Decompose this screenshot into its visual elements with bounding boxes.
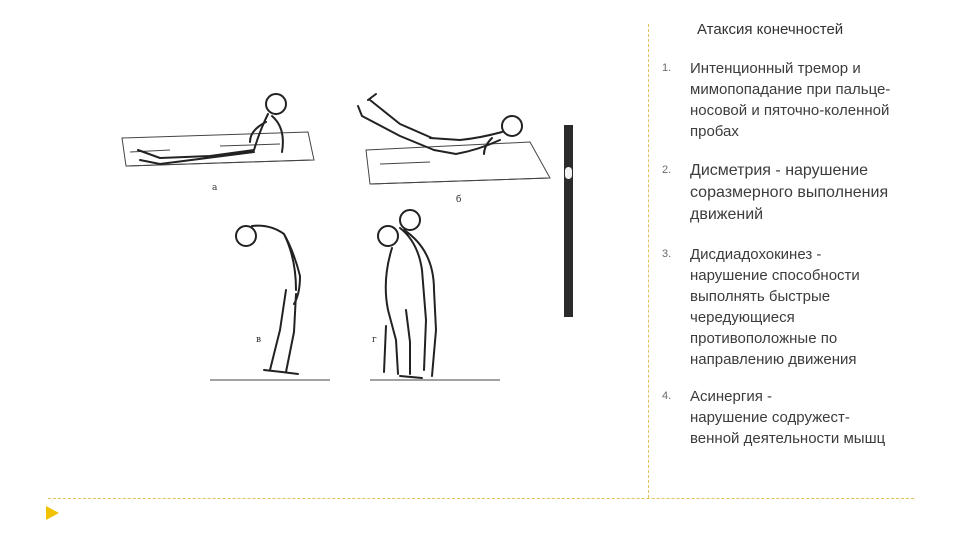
slide-title: Атаксия конечностей [697, 21, 844, 38]
figure-label-d: г [372, 335, 377, 345]
list-item-text [690, 386, 952, 449]
next-slide-arrow-icon[interactable] [46, 506, 59, 520]
text-line: мимопопадание при пальце- [690, 81, 891, 98]
list-item-number: 2. [662, 164, 672, 176]
figure-d [370, 210, 500, 380]
figure-label-b: б [456, 195, 462, 205]
text-line: выполнять быстрые [690, 288, 831, 305]
text-line: движений [690, 206, 764, 223]
text-line: носовой и пяточно-коленной [690, 102, 890, 119]
list-item-number: 1. [662, 62, 672, 74]
text-line: Дисдиадохокинез - [690, 246, 822, 263]
horizontal-divider [48, 498, 914, 499]
text-line: противоположные по [690, 330, 838, 347]
list-item-number: 4. [662, 390, 672, 402]
list-item [662, 244, 952, 370]
figure-label-a: а [212, 183, 218, 193]
ataxia-illustration [100, 80, 580, 410]
list-item-text [690, 58, 952, 142]
text-line: соразмерного выполнения [690, 184, 889, 201]
list-item-number: 3. [662, 248, 672, 260]
text-line: венной деятельности мышц [690, 430, 886, 447]
text-line: чередующиеся [690, 309, 795, 326]
figure-a [122, 94, 314, 193]
list-item [662, 160, 952, 226]
text-line: пробах [690, 123, 739, 140]
figure-b [358, 94, 550, 205]
text-line: нарушение содружест- [690, 409, 850, 426]
list-item-text [690, 244, 952, 370]
vertical-divider [648, 24, 649, 498]
ataxia-list [662, 58, 952, 449]
scrollbar-thumb[interactable] [565, 167, 572, 179]
text-line: Дисметрия - нарушение [690, 162, 869, 179]
figure-c [210, 226, 330, 380]
text-line: Интенционный тремор и [690, 60, 861, 77]
figure-label-c: в [256, 335, 262, 345]
scrollbar[interactable] [564, 125, 573, 317]
text-line: направлению движения [690, 351, 857, 368]
list-item-text [690, 160, 952, 226]
text-line: Асинергия - [690, 388, 772, 405]
list-item [662, 386, 952, 449]
text-line: нарушение способности [690, 267, 860, 284]
list-item [662, 58, 952, 142]
